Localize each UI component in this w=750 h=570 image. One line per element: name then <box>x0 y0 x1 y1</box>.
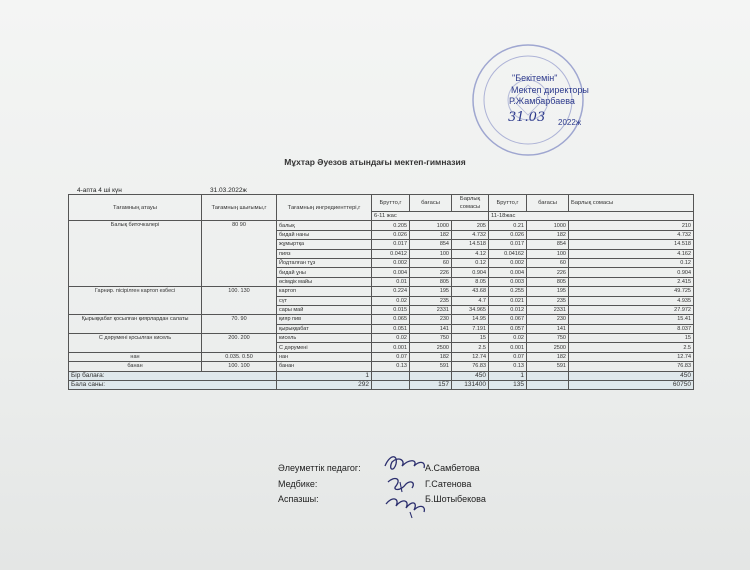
price-cell-1: 1000 <box>410 221 452 230</box>
table-row <box>69 334 694 343</box>
brutto-cell-2: 0.017 <box>489 240 527 249</box>
ingredient-cell: кисель <box>277 334 372 343</box>
page-title: Мұхтар Әуезов атындағы мектеп-гимназия <box>284 157 466 167</box>
ingredient-cell: бидай наны <box>277 230 372 239</box>
total-cell-2: 4.935 <box>569 296 694 305</box>
signature-name-nurse: Г.Сатенова <box>425 479 472 489</box>
price-cell-2: 2500 <box>527 343 569 352</box>
col-yield: Тағамның шығымы,г <box>202 195 277 221</box>
price-cell-1: 100 <box>410 249 452 258</box>
menu-table <box>68 194 694 390</box>
price-cell-1: 750 <box>410 334 452 343</box>
price-cell-2: 230 <box>527 315 569 324</box>
price-cell-1: 2331 <box>410 305 452 314</box>
total-cell-1: 4.12 <box>452 249 489 258</box>
col-total-2: Барлық сомасы <box>569 195 694 212</box>
brutto-cell-1: 0.0412 <box>372 249 410 258</box>
dish-yield-cell: 200. 200 <box>202 334 277 353</box>
price-cell-1: 230 <box>410 315 452 324</box>
total-cell-2: 15 <box>569 334 694 343</box>
brutto-cell-1: 0.01 <box>372 277 410 286</box>
total-cell-2: 0.904 <box>569 268 694 277</box>
brutto-cell-1: 0.002 <box>372 258 410 267</box>
ingredient-cell: балық <box>277 221 372 230</box>
col-price-1: бағасы <box>410 195 452 212</box>
total-cell-2: 4.162 <box>569 249 694 258</box>
col-dish: Тағамның атауы <box>69 195 202 221</box>
total-label: Бір балаға: <box>69 371 277 380</box>
brutto-cell-1: 0.051 <box>372 324 410 333</box>
ingredient-cell: өсімдік майы <box>277 277 372 286</box>
per-child-sum-2: 450 <box>569 371 694 380</box>
brutto-cell-2: 0.021 <box>489 296 527 305</box>
total-cell-1: 0.12 <box>452 258 489 267</box>
table-row <box>69 315 694 324</box>
ingredient-cell: нан <box>277 352 372 361</box>
count-label: Бала саны: <box>69 381 277 390</box>
brutto-cell-2: 0.003 <box>489 277 527 286</box>
brutto-cell-1: 0.004 <box>372 268 410 277</box>
total-cell-1: 205 <box>452 221 489 230</box>
price-cell-2: 182 <box>527 230 569 239</box>
stamp-line-1: "Бекітемін" <box>512 73 558 83</box>
ingredient-cell: банан <box>277 362 372 371</box>
price-cell-2: 182 <box>527 352 569 361</box>
total-cell-2: 2.5 <box>569 343 694 352</box>
brutto-cell-2: 0.21 <box>489 221 527 230</box>
dish-yield-cell: 100. 130 <box>202 287 277 315</box>
brutto-cell-2: 0.012 <box>489 305 527 314</box>
dish-name-cell: Гарнир. пісірілген картоп езбесі <box>69 287 202 315</box>
price-cell-1: 182 <box>410 230 452 239</box>
price-cell-1: 195 <box>410 287 452 296</box>
header-row <box>69 195 694 212</box>
price-cell-2: 141 <box>527 324 569 333</box>
brutto-cell-2: 0.04162 <box>489 249 527 258</box>
brutto-cell-2: 0.13 <box>489 362 527 371</box>
total-cell-2: 14.518 <box>569 240 694 249</box>
table-row <box>69 221 694 230</box>
brutto-cell-1: 0.02 <box>372 296 410 305</box>
price-cell-2: 854 <box>527 240 569 249</box>
price-cell-2: 2331 <box>527 305 569 314</box>
total-cell-2: 0.12 <box>569 258 694 267</box>
brutto-cell-2: 0.255 <box>489 287 527 296</box>
total-cell-1: 34.965 <box>452 305 489 314</box>
total-cell-1: 15 <box>452 334 489 343</box>
price-cell-2: 226 <box>527 268 569 277</box>
ingredient-cell: пияз <box>277 249 372 258</box>
price-cell-2: 591 <box>527 362 569 371</box>
price-cell-2: 1000 <box>527 221 569 230</box>
stamp-date-suffix: 2022ж <box>558 118 582 127</box>
ingredient-cell: С дәрумені <box>277 343 372 352</box>
per-child-count-2: 1 <box>489 371 527 380</box>
per-child-total-row <box>69 371 694 380</box>
children-sum-1: 131400 <box>452 381 489 390</box>
price-cell-1: 226 <box>410 268 452 277</box>
total-cell-1: 43.68 <box>452 287 489 296</box>
dish-yield-cell: 70. 90 <box>202 315 277 334</box>
children-sum-2: 60750 <box>569 381 694 390</box>
per-child-sum-1: 450 <box>452 371 489 380</box>
signature-name-cook: Б.Шотыбекова <box>425 494 486 504</box>
dish-name-cell: С дәрумені қосылған кисель <box>69 334 202 353</box>
signature-role-cook: Аспазшы: <box>278 494 319 504</box>
col-ingredients: Тағамның ингредиенттері,г <box>277 195 372 221</box>
children-count-row <box>69 381 694 390</box>
children-count-1: 292 <box>277 381 372 390</box>
price-cell-1: 141 <box>410 324 452 333</box>
brutto-cell-1: 0.017 <box>372 240 410 249</box>
total-cell-2: 12.74 <box>569 352 694 361</box>
dish-name-cell: Қырыққабат қосылған қиярлардан салаты <box>69 315 202 334</box>
price-cell-2: 100 <box>527 249 569 258</box>
week-day-label: 4-апта 4 ші күн <box>77 187 122 194</box>
total-cell-2: 15.41 <box>569 315 694 324</box>
ingredient-cell: бидай ұны <box>277 268 372 277</box>
brutto-cell-1: 0.205 <box>372 221 410 230</box>
brutto-cell-2: 0.067 <box>489 315 527 324</box>
table-row <box>69 287 694 296</box>
menu-date: 31.03.2022ж <box>210 187 247 194</box>
total-cell-1: 14.518 <box>452 240 489 249</box>
col-brutto-2: Брутто,г <box>489 195 527 212</box>
ingredient-cell: картоп <box>277 287 372 296</box>
signature-name-social-pedagogue: А.Самбетова <box>425 463 480 473</box>
total-cell-1: 4.7 <box>452 296 489 305</box>
ingredient-cell: сүт <box>277 296 372 305</box>
brutto-cell-1: 0.224 <box>372 287 410 296</box>
brutto-cell-1: 0.07 <box>372 352 410 361</box>
brutto-cell-1: 0.015 <box>372 305 410 314</box>
total-cell-2: 2.415 <box>569 277 694 286</box>
dish-name-cell: нан <box>69 352 202 361</box>
age-group-1: 6-11 жас <box>372 212 489 221</box>
per-child-count-1: 1 <box>277 371 372 380</box>
total-cell-1: 2.5 <box>452 343 489 352</box>
ingredient-cell: жұмыртқа <box>277 240 372 249</box>
total-cell-1: 14.95 <box>452 315 489 324</box>
stamp-line-3: Р.Жамбарбаева <box>509 96 575 106</box>
col-price-2: бағасы <box>527 195 569 212</box>
dish-yield-cell: 80 90 <box>202 221 277 287</box>
signature-role-social-pedagogue: Әлеуметтік педагог: <box>278 463 361 473</box>
brutto-cell-1: 0.13 <box>372 362 410 371</box>
dish-name-cell: Балық биточкалері <box>69 221 202 287</box>
ingredient-cell: сары май <box>277 305 372 314</box>
brutto-cell-1: 0.065 <box>372 315 410 324</box>
total-cell-2: 210 <box>569 221 694 230</box>
price-cell-1: 235 <box>410 296 452 305</box>
brutto-cell-1: 0.02 <box>372 334 410 343</box>
price-cell-1: 854 <box>410 240 452 249</box>
total-cell-2: 8.037 <box>569 324 694 333</box>
price-cell-1: 805 <box>410 277 452 286</box>
age-group-2: 11-18жас <box>489 212 694 221</box>
total-cell-1: 76.83 <box>452 362 489 371</box>
price-cell-2: 805 <box>527 277 569 286</box>
price-cell-1: 2500 <box>410 343 452 352</box>
table-row <box>69 352 694 361</box>
total-cell-1: 0.904 <box>452 268 489 277</box>
brutto-cell-2: 0.002 <box>489 258 527 267</box>
brutto-cell-2: 0.001 <box>489 343 527 352</box>
dish-yield-cell: 0.035. 0.50 <box>202 352 277 361</box>
price-cell-2: 195 <box>527 287 569 296</box>
total-cell-2: 49.725 <box>569 287 694 296</box>
children-count-2: 135 <box>489 381 527 390</box>
price-cell-2: 235 <box>527 296 569 305</box>
price-cell-1: 60 <box>410 258 452 267</box>
brutto-cell-2: 0.02 <box>489 334 527 343</box>
brutto-cell-2: 0.026 <box>489 230 527 239</box>
signature-role-nurse: Медбике: <box>278 479 318 489</box>
total-cell-1: 12.74 <box>452 352 489 361</box>
ingredient-cell: Йодталған тұз <box>277 258 372 267</box>
price-cell-1: 182 <box>410 352 452 361</box>
total-cell-2: 27.972 <box>569 305 694 314</box>
total-cell-1: 4.732 <box>452 230 489 239</box>
price-cell-2: 750 <box>527 334 569 343</box>
children-sum-a: 157 <box>410 381 452 390</box>
total-cell-2: 4.732 <box>569 230 694 239</box>
price-cell-1: 591 <box>410 362 452 371</box>
col-total-1: Барлық сомасы <box>452 195 489 212</box>
ingredient-cell: қияр пив <box>277 315 372 324</box>
total-cell-1: 7.191 <box>452 324 489 333</box>
stamp-date: 31.03 <box>508 110 546 125</box>
brutto-cell-2: 0.057 <box>489 324 527 333</box>
dish-name-cell: банан <box>69 362 202 371</box>
brutto-cell-2: 0.004 <box>489 268 527 277</box>
brutto-cell-1: 0.026 <box>372 230 410 239</box>
ingredient-cell: қырыққабат <box>277 324 372 333</box>
table-row <box>69 362 694 371</box>
total-cell-2: 76.83 <box>569 362 694 371</box>
brutto-cell-1: 0.001 <box>372 343 410 352</box>
col-brutto-1: Брутто,г <box>372 195 410 212</box>
dish-yield-cell: 100. 100 <box>202 362 277 371</box>
total-cell-1: 8.05 <box>452 277 489 286</box>
stamp-line-2: Мектеп директоры <box>511 85 589 95</box>
brutto-cell-2: 0.07 <box>489 352 527 361</box>
price-cell-2: 60 <box>527 258 569 267</box>
